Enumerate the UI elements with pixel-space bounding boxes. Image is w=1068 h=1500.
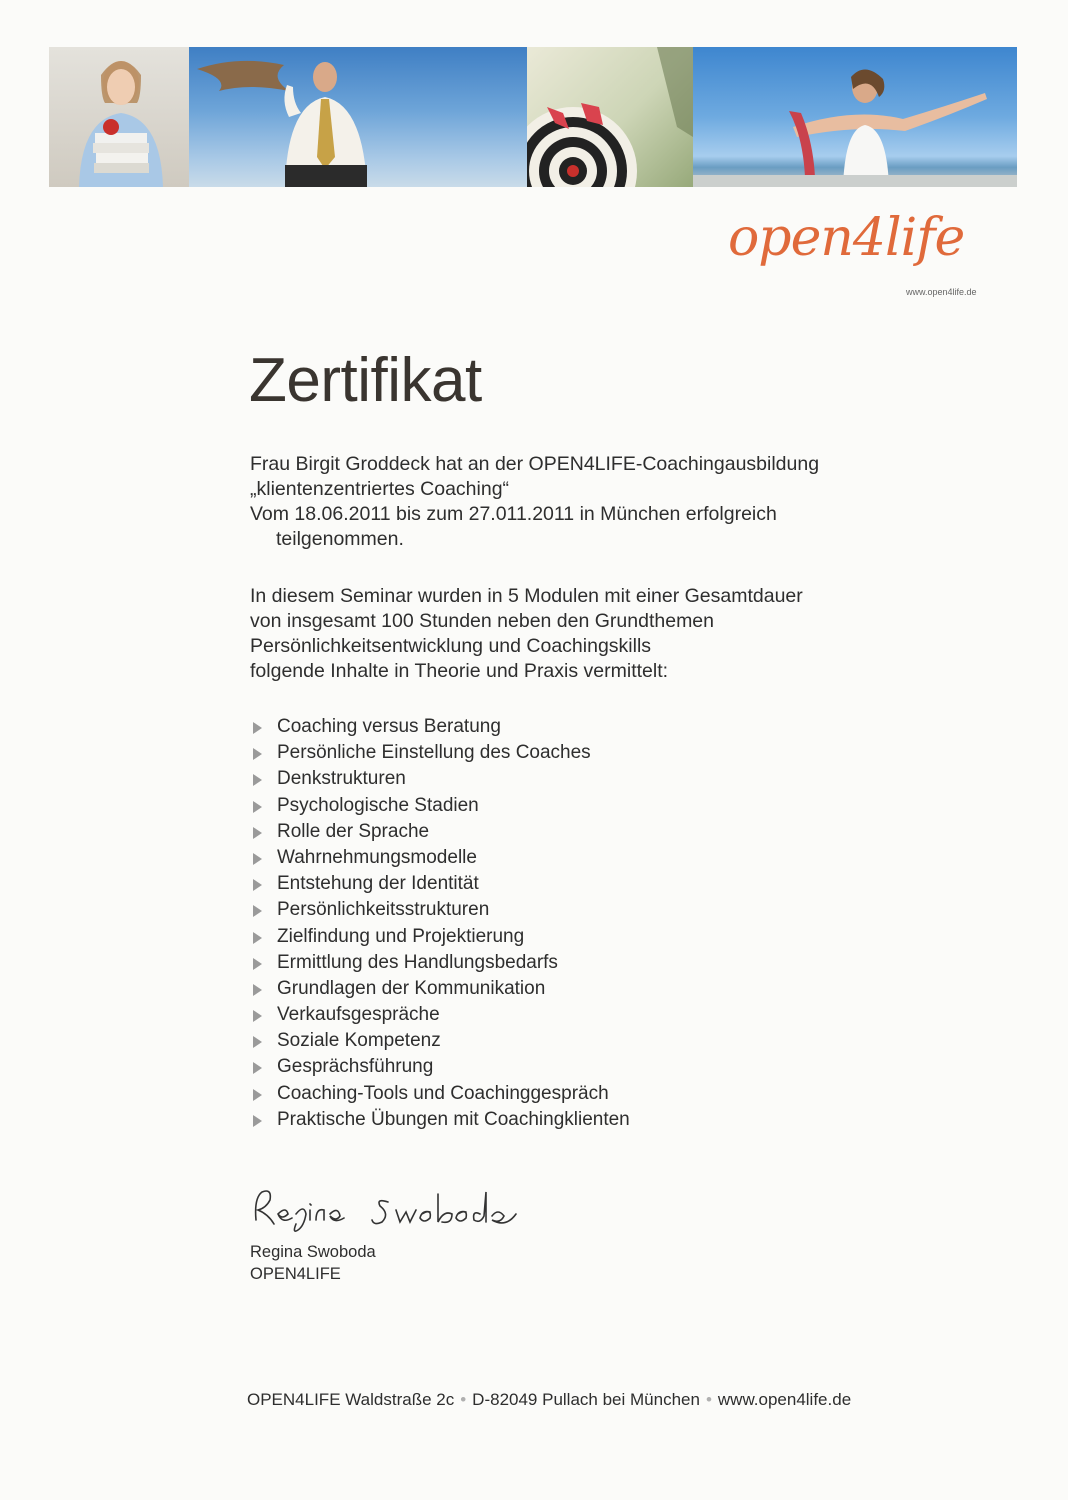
list-item: Coaching versus Beratung [252,714,630,740]
list-item: Persönlichkeitsstrukturen [252,897,630,923]
list-item: Gesprächsführung [252,1054,630,1080]
list-item: Ermittlung des Handlungsbedarfs [252,950,630,976]
seminar-description [250,584,950,684]
list-item: Soziale Kompetenz [252,1028,630,1054]
logo-url: www.open4life.de [906,287,977,297]
list-item: Denkstrukturen [252,766,630,792]
list-item: Wahrnehmungsmodelle [252,845,630,871]
list-item: Zielfindung und Projektierung [252,924,630,950]
woman-with-books-photo [49,47,189,187]
triangle-bullet-icon [253,1089,262,1101]
triangle-bullet-icon [253,879,262,891]
triangle-bullet-icon [253,748,262,760]
footer-city: D-82049 Pullach bei München [472,1390,700,1409]
dartboard-photo [527,47,693,187]
list-item: Grundlagen der Kommunikation [252,976,630,1002]
description-line: von insgesamt 100 Stunden neben den Grundthemen [250,610,715,632]
list-item: Persönliche Einstellung des Coaches [252,740,630,766]
triangle-bullet-icon [253,905,262,917]
signatory-organization: OPEN4LIFE [250,1265,341,1283]
header-banner [49,47,1017,187]
triangle-bullet-icon [253,774,262,786]
footer-website-link[interactable]: www.open4life.de [717,1390,852,1409]
page-title: Zertifikat [249,346,482,415]
topics-list [252,714,630,1133]
triangle-bullet-icon [253,1036,262,1048]
footer-company-address: OPEN4LIFE Waldstraße 2c [247,1390,455,1409]
list-item: Praktische Übungen mit Coachingklienten [252,1107,630,1133]
footer-address [247,1390,851,1410]
statement-line: Frau Birgit Groddeck hat an der OPEN4LIFE-Coachingausbildung [250,453,820,475]
list-item: Coaching-Tools und Coachinggespräch [252,1081,630,1107]
triangle-bullet-icon [253,827,262,839]
list-item: Psychologische Stadien [252,793,630,819]
list-item: Rolle der Sprache [252,819,630,845]
woman-at-beach-photo [693,47,1017,187]
list-item: Entstehung der Identität [252,871,630,897]
open4life-logo: open4life [728,208,965,268]
description-line: folgende Inhalte in Theorie und Praxis vermittelt: [250,660,669,682]
list-item: Verkaufsgespräche [252,1002,630,1028]
statement-line: Vom 18.06.2011 bis zum 27.011.2011 in München erfolgreich [250,503,777,525]
footer-separator: • [460,1390,467,1409]
statement-line: „klientenzentriertes Coaching“ [250,478,510,500]
triangle-bullet-icon [253,722,262,734]
triangle-bullet-icon [253,1115,262,1127]
triangle-bullet-icon [253,853,262,865]
triangle-bullet-icon [253,932,262,944]
signatory-name: Regina Swoboda [250,1243,376,1261]
triangle-bullet-icon [253,801,262,813]
businessman-in-wind-photo [189,47,527,187]
triangle-bullet-icon [253,1062,262,1074]
triangle-bullet-icon [253,1010,262,1022]
triangle-bullet-icon [253,958,262,970]
description-line: Persönlichkeitsentwicklung und Coachingskills [250,635,652,657]
statement-line: teilgenommen. [276,528,404,550]
description-line: In diesem Seminar wurden in 5 Modulen mit einer Gesamtdauer [250,585,803,607]
footer-separator: • [705,1390,712,1409]
handwritten-signature [248,1180,528,1238]
participation-statement [250,452,950,552]
triangle-bullet-icon [253,984,262,996]
